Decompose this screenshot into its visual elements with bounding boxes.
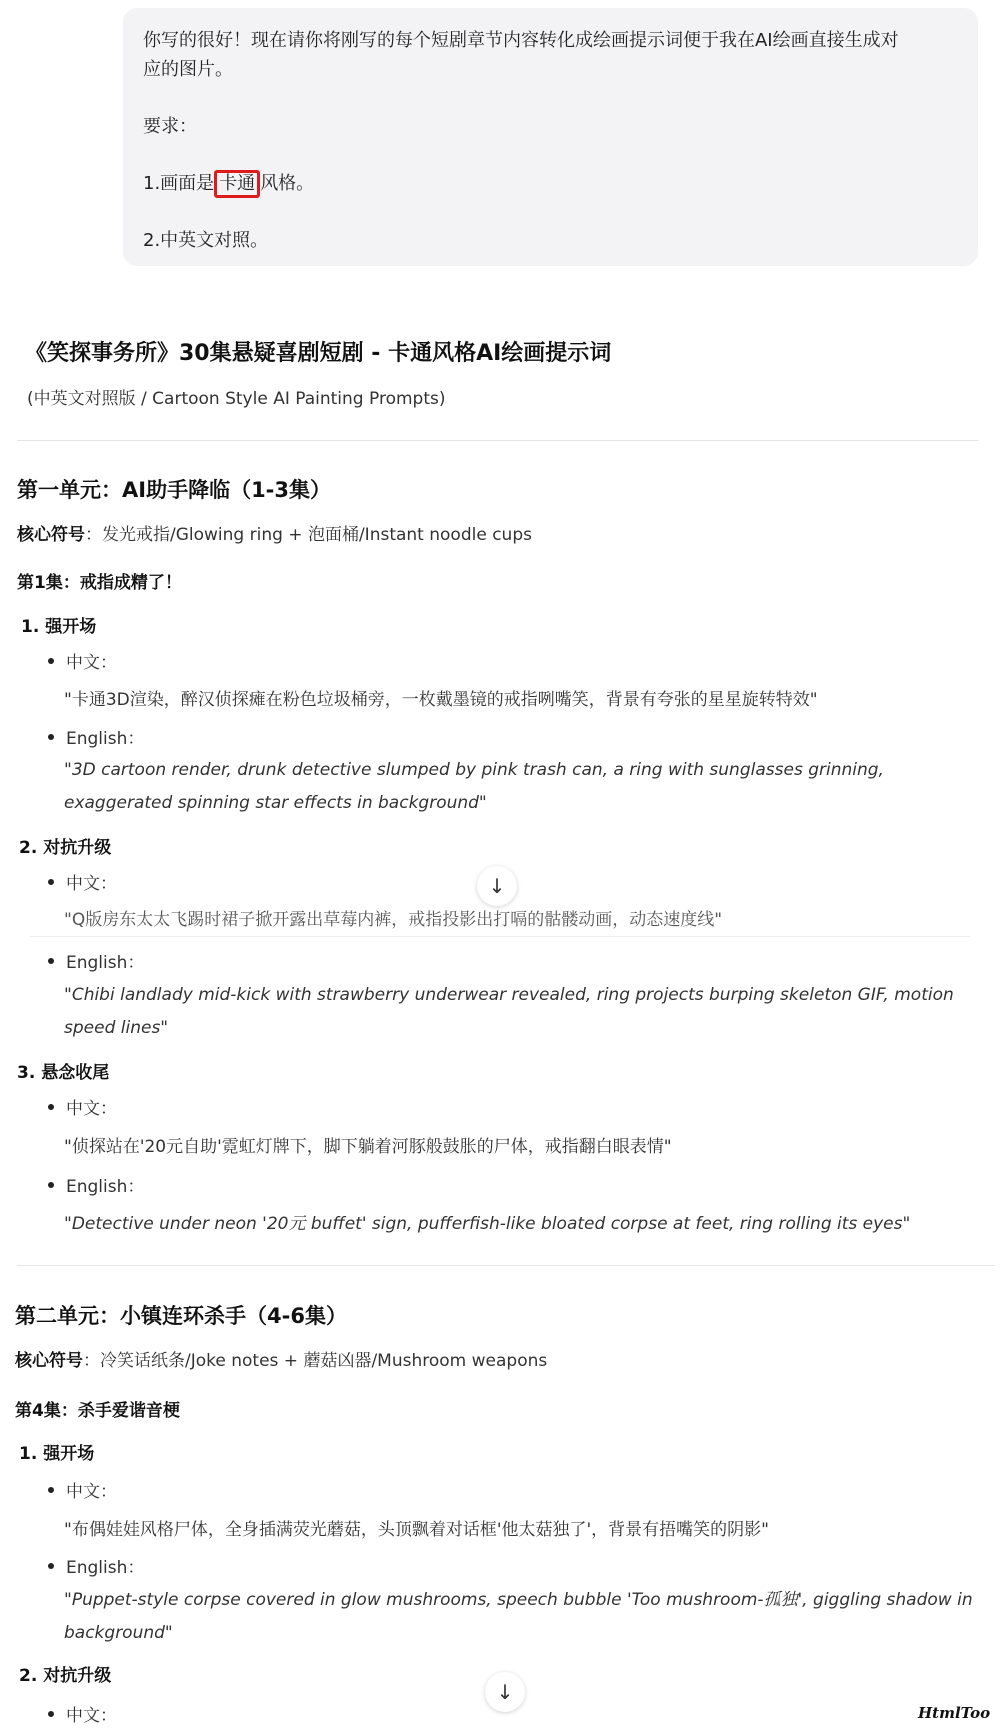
scroll-down-button[interactable] xyxy=(477,866,517,906)
unit-heading: 第一单元：AI助手降临（1-3集） xyxy=(17,478,332,502)
divider xyxy=(17,1265,995,1266)
list-item xyxy=(48,1094,117,1119)
arrow-down-icon: ↓ xyxy=(488,874,506,898)
bullet-icon xyxy=(48,1563,54,1569)
list-item xyxy=(48,869,117,894)
bullet-icon xyxy=(48,658,54,664)
list-item xyxy=(48,648,117,673)
zh-label: 中文： xyxy=(66,1099,117,1119)
zh-prompt: "Q版房东太太飞踢时裙子掀开露出草莓内裤，戒指投影出打嗝的骷髅动画，动态速度线" xyxy=(64,910,723,930)
bullet-icon xyxy=(48,1182,54,1188)
divider xyxy=(17,440,979,441)
core-symbol-text: ：发光戒指/Glowing ring + 泡面桶/Instant noodle cups xyxy=(85,525,532,545)
core-symbol-label: 核心符号 xyxy=(17,525,85,545)
section-title: 1. 强开场 xyxy=(21,617,97,637)
list-item xyxy=(48,1701,117,1726)
bullet-icon xyxy=(48,1711,54,1717)
bullet-icon xyxy=(48,1487,54,1493)
requirement-1 xyxy=(143,169,958,198)
section-title: 3. 悬念收尾 xyxy=(17,1063,110,1083)
en-label: English： xyxy=(66,729,145,749)
user-message-line: 你写的很好！现在请你将刚写的每个短剧章节内容转化成绘画提示词便于我在AI绘画直接生成对 xyxy=(143,30,899,51)
scroll-down-button[interactable] xyxy=(485,1672,525,1712)
arrow-down-icon: ↓ xyxy=(496,1680,514,1704)
user-message-line: 应的图片。 xyxy=(143,59,233,80)
watermark-logo: HtmlToo xyxy=(918,1704,991,1722)
list-item xyxy=(48,1172,144,1197)
zh-label: 中文： xyxy=(66,653,117,673)
list-item xyxy=(48,1553,144,1578)
en-label: English： xyxy=(66,1558,145,1578)
list-item xyxy=(48,724,144,749)
zh-label: 中文： xyxy=(66,874,117,894)
en-prompt: "Puppet-style corpse covered in glow mushrooms, speech bubble 'Too mushroom-孤独', giggling shadow in background" xyxy=(64,1590,973,1643)
requirement-1-prefix: 1.画面是 xyxy=(143,173,215,194)
requirement-2: 2.中英文对照。 xyxy=(143,230,269,251)
highlight-box: 卡通 xyxy=(214,170,260,198)
core-symbol-label: 核心符号 xyxy=(15,1351,83,1371)
response-title: 《笑探事务所》30集悬疑喜剧短剧 - 卡通风格AI绘画提示词 xyxy=(25,341,612,366)
en-prompt: "Chibi landlady mid-kick with strawberry underwear revealed, ring projects burping skeleton GIF, motion speed lines" xyxy=(64,985,954,1038)
list-item xyxy=(48,948,144,973)
divider xyxy=(30,936,970,937)
core-symbol xyxy=(15,1346,547,1371)
section-title: 2. 对抗升级 xyxy=(19,1666,112,1686)
zh-label: 中文： xyxy=(66,1482,117,1502)
requirement-1-suffix: 风格。 xyxy=(260,173,315,194)
requirement-label: 要求： xyxy=(143,116,197,137)
response-subtitle: (中英文对照版 / Cartoon Style AI Painting Prompts) xyxy=(27,389,446,409)
bullet-icon xyxy=(48,1104,54,1110)
list-item xyxy=(48,1477,117,1502)
episode-title: 第4集：杀手爱谐音梗 xyxy=(15,1401,180,1421)
en-prompt: "3D cartoon render, drunk detective slumped by pink trash can, a ring with sunglasses grinning, exaggerated spinning star effects in background" xyxy=(64,760,884,813)
en-label: English： xyxy=(66,953,145,973)
episode-title: 第1集：戒指成精了！ xyxy=(17,573,182,593)
zh-prompt: "卡通3D渲染，醉汉侦探瘫在粉色垃圾桶旁，一枚戴墨镜的戒指咧嘴笑，背景有夸张的星星旋转特效" xyxy=(64,690,818,710)
section-title: 2. 对抗升级 xyxy=(19,838,112,858)
section-title: 1. 强开场 xyxy=(19,1444,95,1464)
core-symbol xyxy=(17,520,532,545)
bullet-icon xyxy=(48,734,54,740)
zh-prompt: "布偶娃娃风格尸体，全身插满荧光蘑菇，头顶飘着对话框'他太菇独了'，背景有捂嘴笑的阴影" xyxy=(64,1520,769,1540)
bullet-icon xyxy=(48,879,54,885)
zh-prompt: "侦探站在'20元自助'霓虹灯牌下，脚下躺着河豚般鼓胀的尸体，戒指翻白眼表情" xyxy=(64,1137,672,1157)
user-message-bubble xyxy=(123,8,978,266)
en-prompt: "Detective under neon '20元 buffet' sign, pufferfish-like bloated corpse at feet, ring rolling its eyes" xyxy=(64,1214,911,1234)
core-symbol-text: ：冷笑话纸条/Joke notes + 蘑菇凶器/Mushroom weapons xyxy=(83,1351,548,1371)
zh-label: 中文： xyxy=(66,1706,117,1726)
unit-heading: 第二单元：小镇连环杀手（4-6集） xyxy=(15,1304,347,1328)
en-label: English： xyxy=(66,1177,145,1197)
bullet-icon xyxy=(48,958,54,964)
